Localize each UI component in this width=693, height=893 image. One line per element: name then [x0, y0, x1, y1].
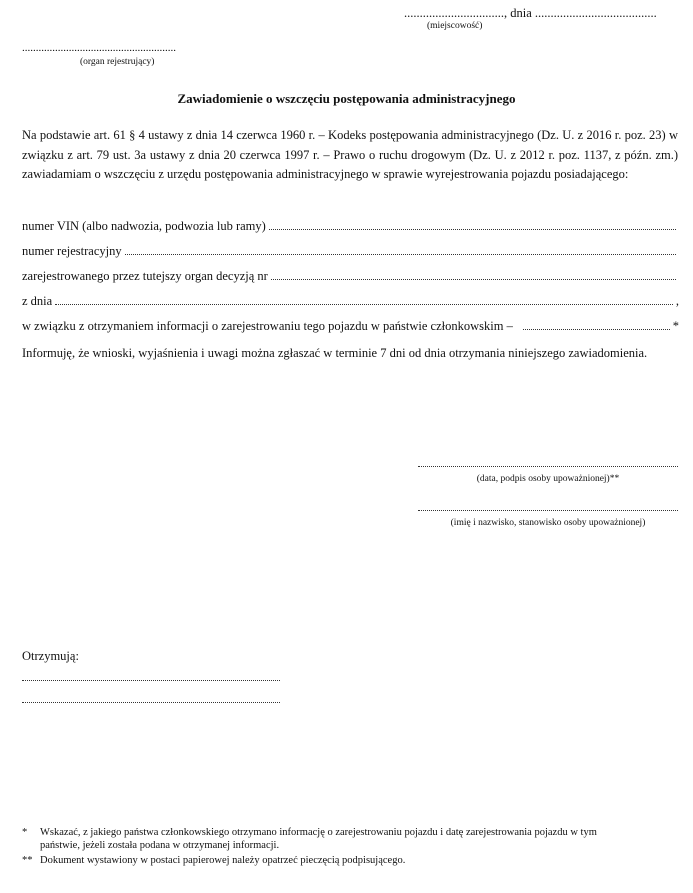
member-state-label: w związku z otrzymaniem informacji o zarejestrowaniu tego pojazdu w państwie członkowskim – [22, 319, 513, 333]
footnote-2-text: Dokument wystawiony w postaci papierowej należy opatrzeć pieczęcią podpisującego. [40, 855, 406, 866]
organ-caption: (organ rejestrujący) [80, 57, 155, 67]
registration-number-label: numer rejestracyjny [22, 244, 122, 258]
decision-date-label: z dnia [22, 294, 53, 308]
registration-number-field[interactable] [125, 254, 676, 255]
intro-paragraph: Na podstawie art. 61 § 4 ustawy z dnia 14 czerwca 1960 r. – Kodeks postępowania administracyjnego (Dz. U. z 2016 r. poz. 23) w związku z art. 79 ust. 3a ustawy z dnia 20 czerwca 1997 r. – Prawo o ruchu drogowym (Dz. U. z 2012 r. poz. 1137, z późn. zm.) zawiadamiam o wszczęciu z urzędu postępowania administracyjnego w sprawie wyrejestrowania pojazdu posiadającego: [22, 128, 678, 181]
authorized-person-field[interactable] [418, 510, 678, 511]
document-title: Zawiadomienie o wszczęciu postępowania administracyjnego [177, 91, 516, 106]
footnote-1-line-1: Wskazać, z jakiego państwa członkowskiego otrzymano informację o zarejestrowaniu pojazdu i datę zarejestrowania pojazdu w tym [40, 827, 597, 838]
place-date-line [404, 5, 657, 21]
footnote-2-mark: ** [22, 855, 33, 866]
organ-dots[interactable]: ........................................................ [22, 42, 176, 54]
recipient-field-1[interactable] [22, 680, 280, 681]
signature-date-field[interactable] [418, 466, 678, 467]
authorized-person-caption: (imię i nazwisko, stanowisko osoby upoważnionej) [450, 518, 646, 528]
decision-number-row [22, 268, 679, 284]
decision-date-row [22, 293, 679, 309]
decision-date-field[interactable] [55, 304, 673, 305]
date-separator: , dnia [504, 6, 532, 20]
decision-date-comma: , [675, 294, 679, 308]
footnote-1-line-2: państwie, jeżeli została podana w otrzymanej informacji. [40, 840, 280, 851]
vin-row [22, 218, 679, 234]
decision-number-field[interactable] [271, 279, 676, 280]
date-dots[interactable]: ....................................... [534, 6, 657, 20]
closing-sentence: Informuję, że wnioski, wyjaśnienia i uwagi można zgłaszać w terminie 7 dni od dnia otrzymania niniejszego zawiadomienia. [22, 346, 648, 360]
member-state-asterisk: * [672, 319, 679, 333]
member-state-row [22, 318, 679, 334]
signature-caption: (data, podpis osoby upoważnionej)** [476, 474, 620, 484]
registration-number-row [22, 243, 679, 259]
recipients-label: Otrzymują: [22, 649, 79, 663]
place-caption: (miejscowość) [427, 21, 483, 31]
member-state-field[interactable] [523, 329, 670, 330]
decision-number-label: zarejestrowanego przez tutejszy organ decyzją nr [22, 269, 268, 283]
vin-label: numer VIN (albo nadwozia, podwozia lub ramy) [22, 219, 266, 233]
recipient-field-2[interactable] [22, 702, 280, 703]
vin-field[interactable] [269, 229, 676, 230]
place-dots[interactable]: ................................ [404, 6, 504, 20]
footnote-1-mark: * [22, 827, 28, 838]
